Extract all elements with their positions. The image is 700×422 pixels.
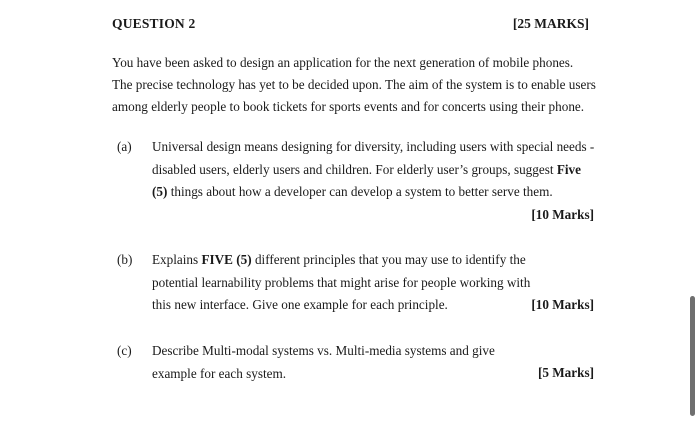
part-b	[112, 249, 596, 317]
part-a-text-2: things about how a developer can develop a system to better serve them.	[167, 184, 553, 199]
part-b-text-2: different principles that you may use to identify the potential learnability problems that might arise for people working with this new interface. Give one example for each principle.	[152, 252, 531, 312]
part-b-marks: [10 Marks]	[531, 297, 594, 312]
part-b-body	[152, 249, 596, 317]
part-b-text-1: Explains	[152, 252, 202, 267]
part-a-label: (a)	[117, 139, 132, 154]
part-b-label: (b)	[117, 252, 133, 267]
part-b-bold-1: FIVE (5)	[201, 252, 252, 267]
part-c-text-1: Describe Multi-modal systems vs. Multi-media systems and give example for each system.	[152, 343, 495, 381]
part-a-body	[152, 136, 596, 226]
part-a	[112, 136, 596, 226]
vertical-scrollbar[interactable]	[690, 296, 695, 416]
part-a-marks: [10 Marks]	[531, 206, 594, 222]
question-title: QUESTION 2	[112, 16, 196, 31]
part-c-marks: [5 Marks]	[537, 365, 594, 380]
part-a-text-1: Universal design means designing for diversity, including users with special needs - disabled users, elderly users and children. For elderly user’s groups, suggest	[152, 139, 595, 177]
question-total-marks: [25 MARKS]	[512, 16, 589, 31]
part-c-body	[152, 340, 596, 385]
part-c-label: (c)	[117, 343, 132, 358]
part-c	[112, 340, 596, 385]
part-a-bold-1: Five (5)	[152, 161, 581, 199]
question-intro: You have been asked to design an application for the next generation of mobile phones. The precise technology has yet to be decided upon. The aim of the system is to enable users among elderly people to book tickets for sports events and for concerts using their phone.	[112, 55, 596, 114]
